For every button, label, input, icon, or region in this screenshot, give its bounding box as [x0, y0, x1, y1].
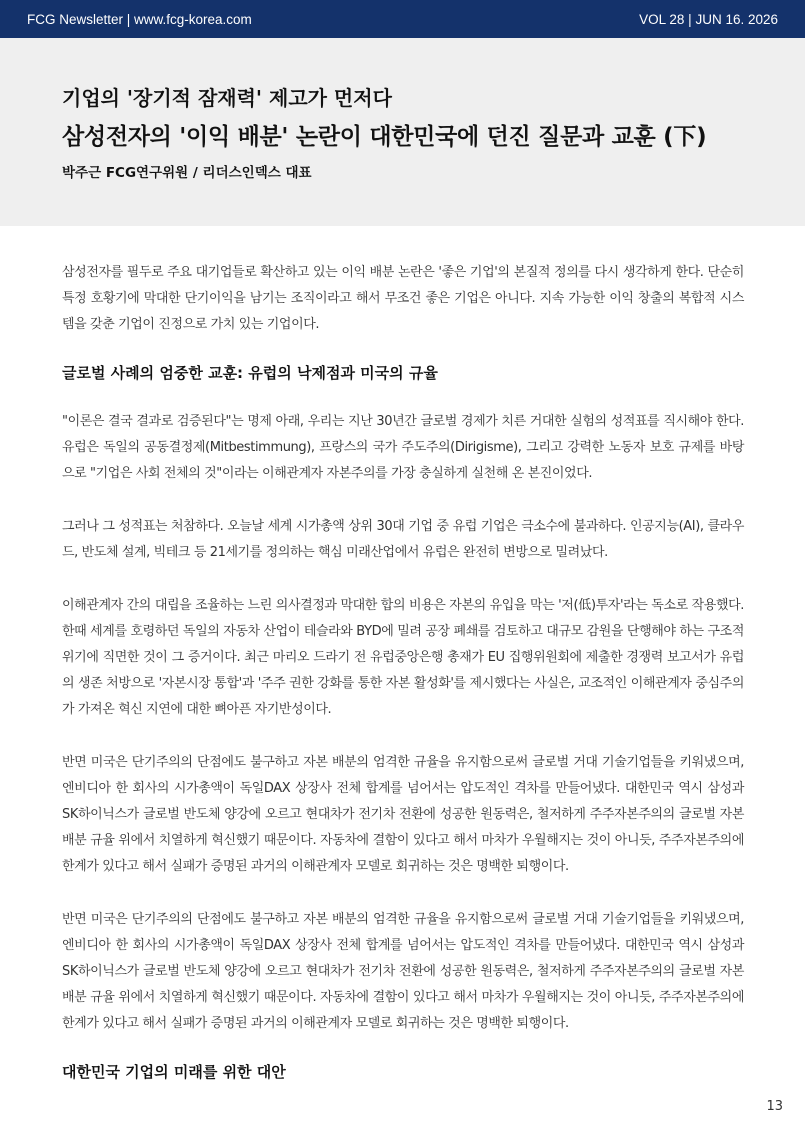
section-heading-korea-future: 대한민국 기업의 미래를 위한 대안	[62, 1063, 286, 1081]
issue-date-label: VOL 28 | JUN 16. 2026	[639, 12, 778, 27]
paragraph-stakeholder-cost: 이해관계자 간의 대립을 조율하는 느린 의사결정과 막대한 합의 비용은 자본의 유입을 막는 '저(低)투자'라는 독소로 작용했다. 한때 세계를 호령하던 독일의 자동차 산업이 테슬라와 BYD에 밀려 공장 폐쇄를 검토하고 대규모 감원을 단행해야 하는 구조적 위기에 직면한 것이 그 증거이다. 최근 마리오 드라기 전 유럽중앙은행 총재가 EU 집행위원회에 제출한 경쟁력 보고서가 유럽의 생존 처방으로 '자본시장 통합'과 '주주 권한 강화를 통한 자본 활성화'를 제시했다는 사실은, 교조적인 이해관계자 중심주의가 가져온 혁신 지연에 대한 뼈아픈 자기반성이다.	[62, 598, 744, 717]
paragraph-europe-scorecard: 그러나 그 성적표는 처참하다. 오늘날 세계 시가총액 상위 30대 기업 중 유럽 기업은 극소수에 불과하다. 인공지능(AI), 클라우드, 반도체 설계, 빅테크 등 21세기를 정의하는 핵심 미래산업에서 유럽은 완전히 변방으로 밀려났다.	[62, 519, 744, 560]
article-body	[62, 260, 744, 1085]
paragraph-us-discipline-repeat: 반면 미국은 단기주의의 단점에도 불구하고 자본 배분의 엄격한 규율을 유지함으로써 글로벌 거대 기술기업들을 키워냈으며, 엔비디아 한 회사의 시가총액이 독일DAX 상장사 전체 합계를 넘어서는 압도적인 격차를 만들어냈다. 대한민국 역시 삼성과 SK하이닉스가 글로벌 반도체 양강에 오르고 현대차가 전기차 전환에 성공한 원동력은, 철저하게 주주자본주의의 글로벌 자본 배분 규율 위에서 치열하게 혁신했기 때문이다. 자동차에 결함이 있다고 해서 마차가 우월해지는 것이 아니듯, 주주자본주의에 한계가 있다고 해서 실패가 증명된 과거의 이해관계자 모델로 회귀하는 것은 명백한 퇴행이다.	[62, 912, 744, 1031]
section-heading-global-lessons: 글로벌 사례의 엄중한 교훈: 유럽의 낙제점과 미국의 규율	[62, 364, 438, 382]
article-author: 박주근 FCG연구위원 / 리더스인덱스 대표	[62, 165, 312, 181]
page-number: 13	[766, 1099, 783, 1114]
article-title-block	[0, 38, 805, 226]
newsletter-site-label: FCG Newsletter | www.fcg-korea.com	[27, 12, 252, 27]
paragraph-us-discipline: 반면 미국은 단기주의의 단점에도 불구하고 자본 배분의 엄격한 규율을 유지함으로써 글로벌 거대 기술기업들을 키워냈으며, 엔비디아 한 회사의 시가총액이 독일DAX 상장사 전체 합계를 넘어서는 압도적인 격차를 만들어냈다. 대한민국 역시 삼성과 SK하이닉스가 글로벌 반도체 양강에 오르고 현대차가 전기차 전환에 성공한 원동력은, 철저하게 주주자본주의의 글로벌 자본 배분 규율 위에서 치열하게 혁신했기 때문이다. 자동차에 결함이 있다고 해서 마차가 우월해지는 것이 아니듯, 주주자본주의에 한계가 있다고 해서 실패가 증명된 과거의 이해관계자 모델로 회귀하는 것은 명백한 퇴행이다.	[62, 755, 744, 874]
article-title: 삼성전자의 '이익 배분' 논란이 대한민국에 던진 질문과 교훈 (下)	[62, 124, 707, 150]
article-subtitle: 기업의 '장기적 잠재력' 제고가 먼저다	[62, 86, 392, 110]
intro-paragraph: 삼성전자를 필두로 주요 대기업들로 확산하고 있는 이익 배분 논란은 '좋은 기업'의 본질적 정의를 다시 생각하게 한다. 단순히 특정 호황기에 막대한 단기이익을 남기는 조직이라고 해서 무조건 좋은 기업은 아니다. 지속 가능한 이익 창출의 복합적 시스템을 갖춘 기업이 진정으로 가치 있는 기업이다.	[62, 265, 744, 332]
newsletter-header-bar	[0, 0, 805, 38]
paragraph-europe-experiment: "이론은 결국 결과로 검증된다"는 명제 아래, 우리는 지난 30년간 글로벌 경제가 치른 거대한 실험의 성적표를 직시해야 한다. 유럽은 독일의 공동결정제(Mitbestimmung), 프랑스의 국가 주도주의(Dirigisme), 그리고 강력한 노동자 보호 규제를 바탕으로 "기업은 사회 전체의 것"이라는 이해관계자 자본주의를 가장 충실하게 실천해 온 본진이었다.	[62, 414, 744, 481]
